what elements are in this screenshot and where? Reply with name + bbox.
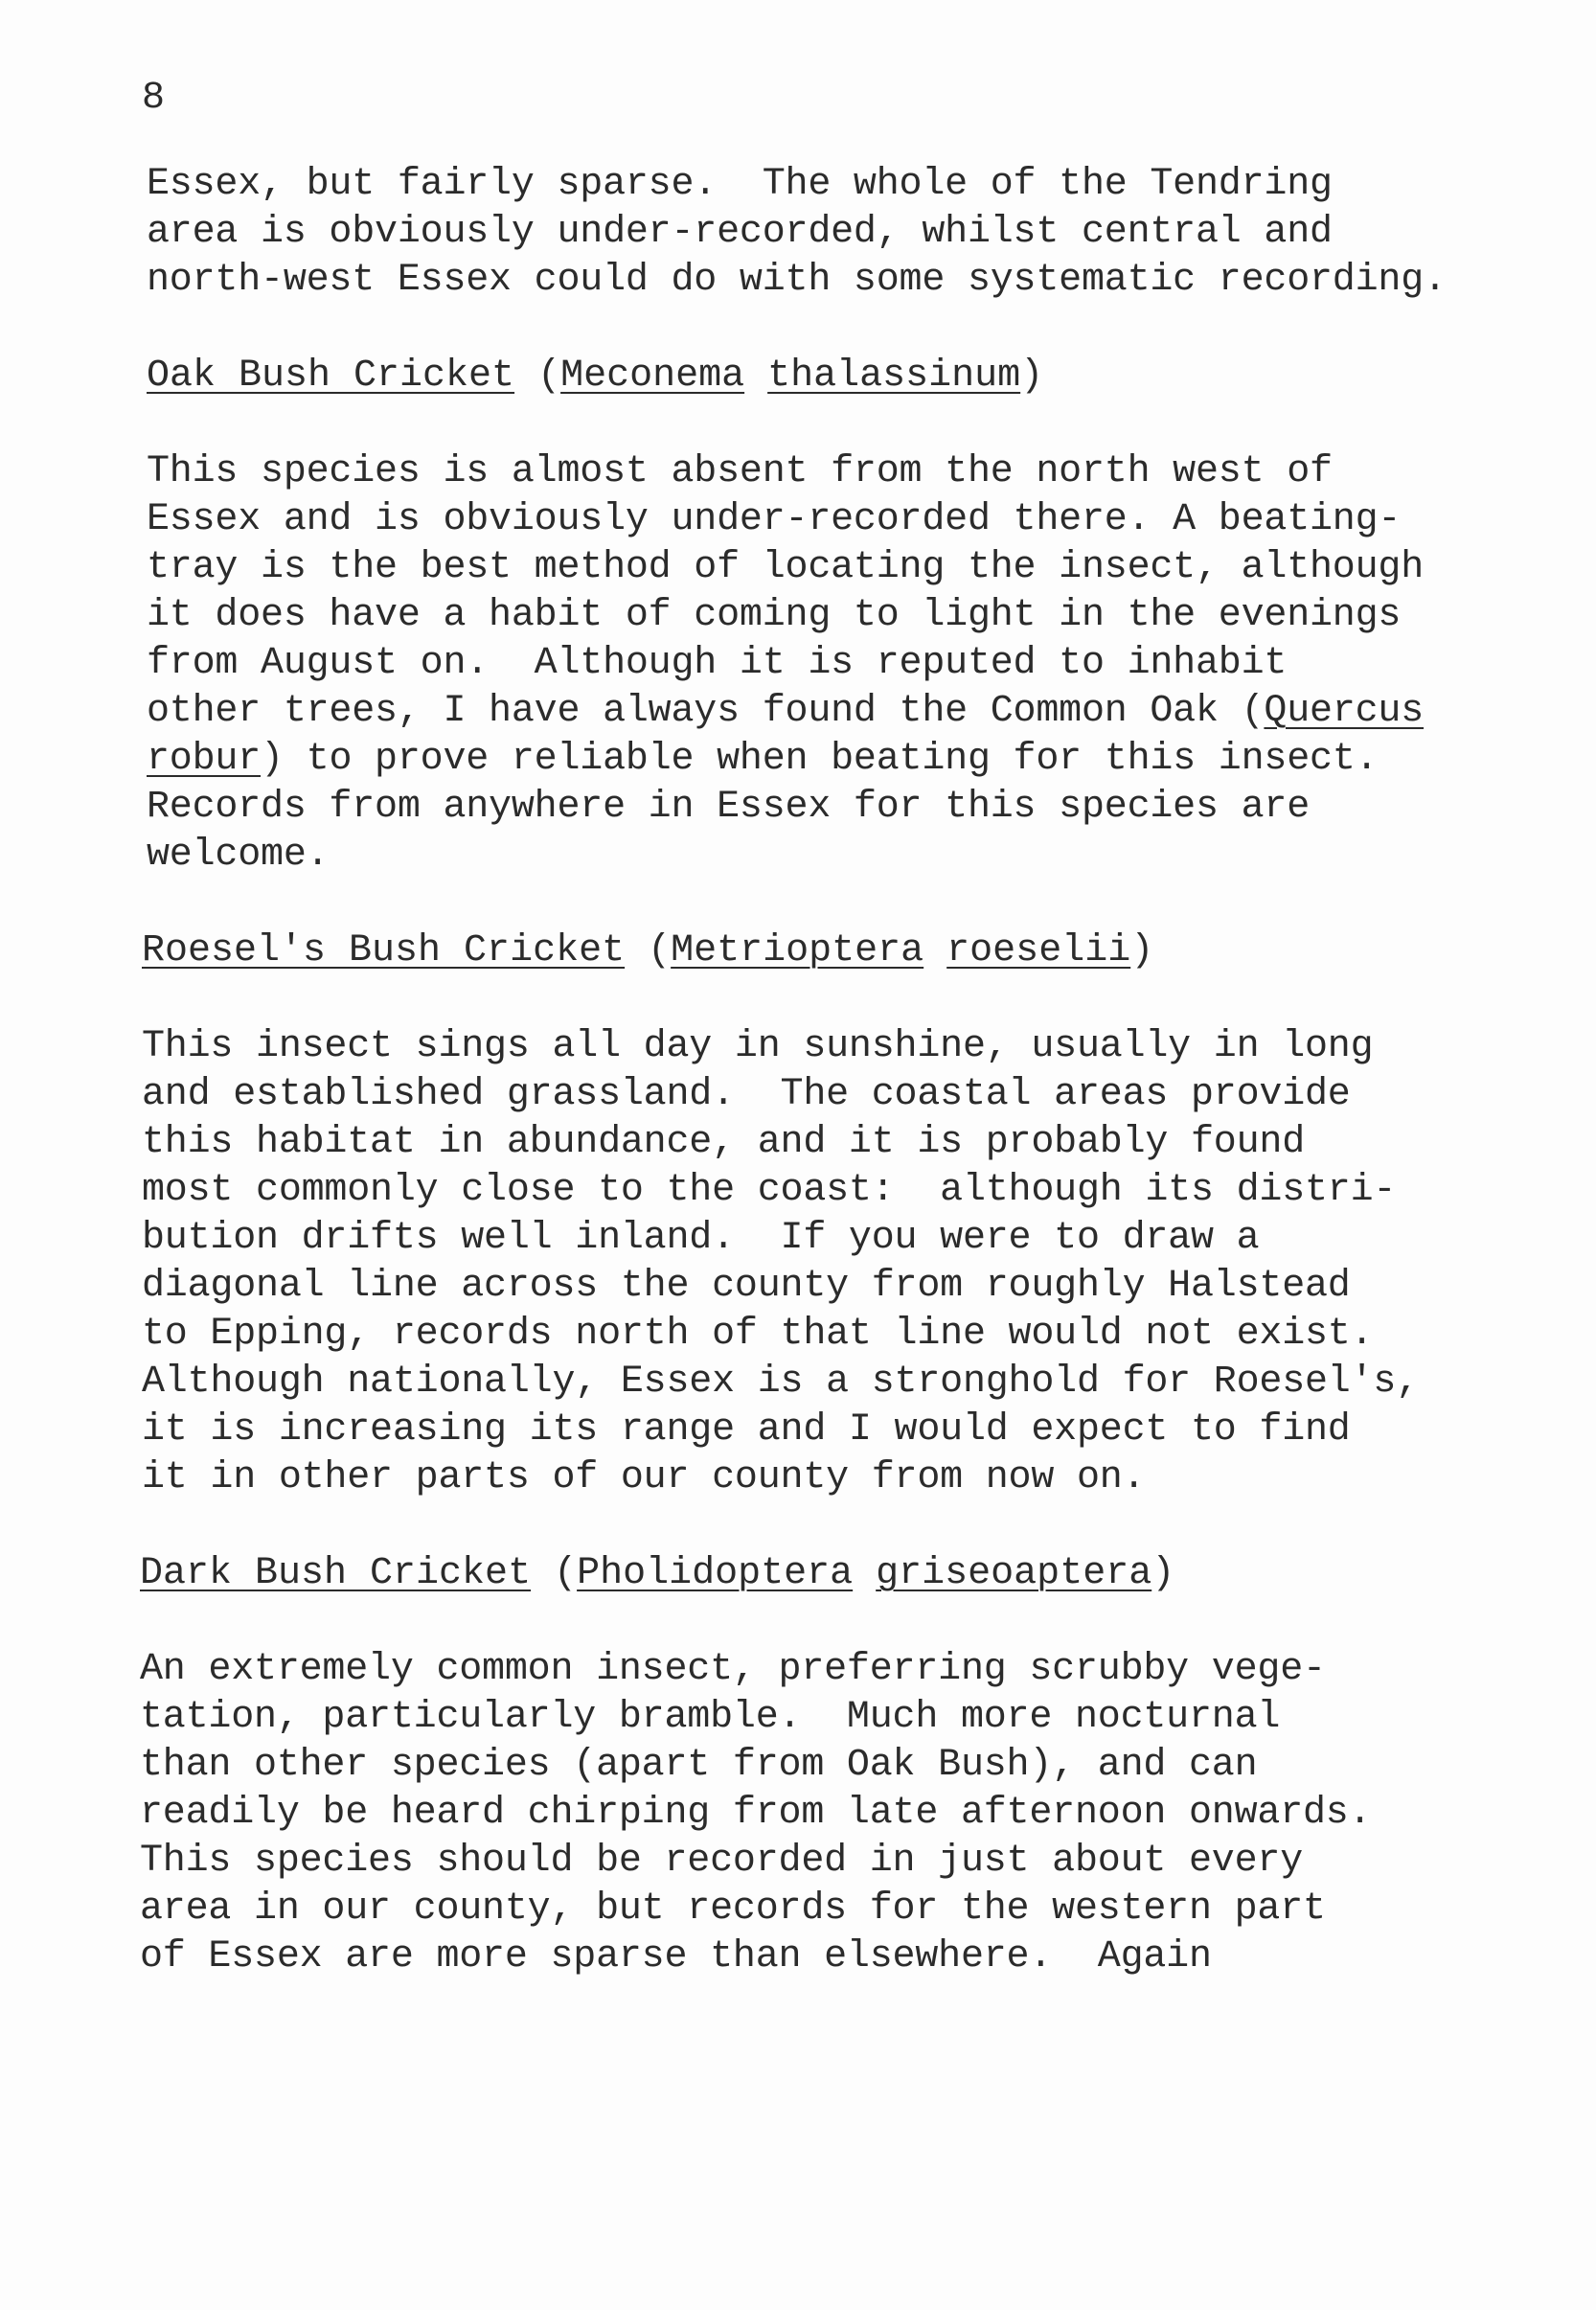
text-line: readily be heard chirping from late afternoon onwards. <box>140 1792 1372 1835</box>
text-run: ) to prove reliable when beating for this insect. <box>261 738 1379 781</box>
heading-paren-close: ) <box>1130 929 1154 972</box>
heading-paren-open: ( <box>625 929 672 972</box>
section-heading-dark-bush-cricket <box>140 1550 1174 1598</box>
text-run: other trees, I have always found the Common Oak ( <box>147 690 1265 733</box>
text-line: bution drifts well inland. If you were to draw a <box>142 1217 1260 1260</box>
text-line: Records from anywhere in Essex for this species are <box>147 786 1310 829</box>
text-line: it is increasing its range and I would expect to find <box>142 1408 1351 1452</box>
text-line: welcome. <box>147 834 330 877</box>
text-line: This insect sings all day in sunshine, usually in long <box>142 1025 1374 1068</box>
text-line: Essex, but fairly sparse. The whole of the Tendring <box>147 163 1333 206</box>
text-line: it does have a habit of coming to light in the evenings <box>147 594 1402 637</box>
genus-name: Metrioptera <box>671 929 924 972</box>
text-line: An extremely common insect, preferring scrubby vege- <box>140 1648 1326 1691</box>
heading-paren-close: ) <box>1020 355 1044 398</box>
text-line: Although nationally, Essex is a stronghold for Roesel's, <box>142 1361 1420 1404</box>
common-name: Roesel's Bush Cricket <box>142 929 626 972</box>
text-line <box>147 688 1424 736</box>
text-line: from August on. Although it is reputed to inhabit <box>147 642 1288 685</box>
heading-paren-open: ( <box>531 1552 578 1595</box>
heading-paren-close: ) <box>1151 1552 1175 1595</box>
text-line: and established grassland. The coastal areas provide <box>142 1073 1351 1116</box>
text-line: tation, particularly bramble. Much more nocturnal <box>140 1696 1281 1739</box>
common-name: Oak Bush Cricket <box>147 355 515 398</box>
section-heading-roesels-bush-cricket <box>142 927 1153 975</box>
text-line: it in other parts of our county from now on. <box>142 1456 1146 1499</box>
text-line: Essex and is obviously under-recorded there. A beating- <box>147 498 1402 541</box>
species-name: griseoaptera <box>876 1552 1152 1595</box>
genus-name: Pholidoptera <box>577 1552 854 1595</box>
text-line: diagonal line across the county from roughly Halstead <box>142 1265 1351 1308</box>
heading-paren-open: ( <box>514 355 561 398</box>
common-name: Dark Bush Cricket <box>140 1552 532 1595</box>
latin-name-robur: robur <box>147 738 262 781</box>
section-heading-oak-bush-cricket <box>147 353 1043 400</box>
text-line: most commonly close to the coast: although its distri- <box>142 1169 1397 1212</box>
text-line: This species should be recorded in just about every <box>140 1840 1303 1883</box>
text-line: area in our county, but records for the western part <box>140 1887 1326 1931</box>
text-line: This species is almost absent from the north west of <box>147 450 1333 493</box>
page-number: 8 <box>142 77 166 120</box>
text-line: area is obviously under-recorded, whilst central and <box>147 211 1333 254</box>
text-line: this habitat in abundance, and it is probably found <box>142 1121 1305 1164</box>
species-name: roeselii <box>946 929 1131 972</box>
text-line: of Essex are more sparse than elsewhere. Again <box>140 1935 1212 1978</box>
text-line <box>147 736 1378 784</box>
text-line: north-west Essex could do with some systematic recording. <box>147 259 1447 302</box>
genus-name: Meconema <box>560 355 745 398</box>
species-name: thalassinum <box>767 355 1021 398</box>
latin-name-quercus: Quercus <box>1264 690 1425 733</box>
text-line: to Epping, records north of that line would not exist. <box>142 1313 1374 1356</box>
text-line: than other species (apart from Oak Bush), and can <box>140 1744 1258 1787</box>
text-line: tray is the best method of locating the insect, although <box>147 546 1425 589</box>
